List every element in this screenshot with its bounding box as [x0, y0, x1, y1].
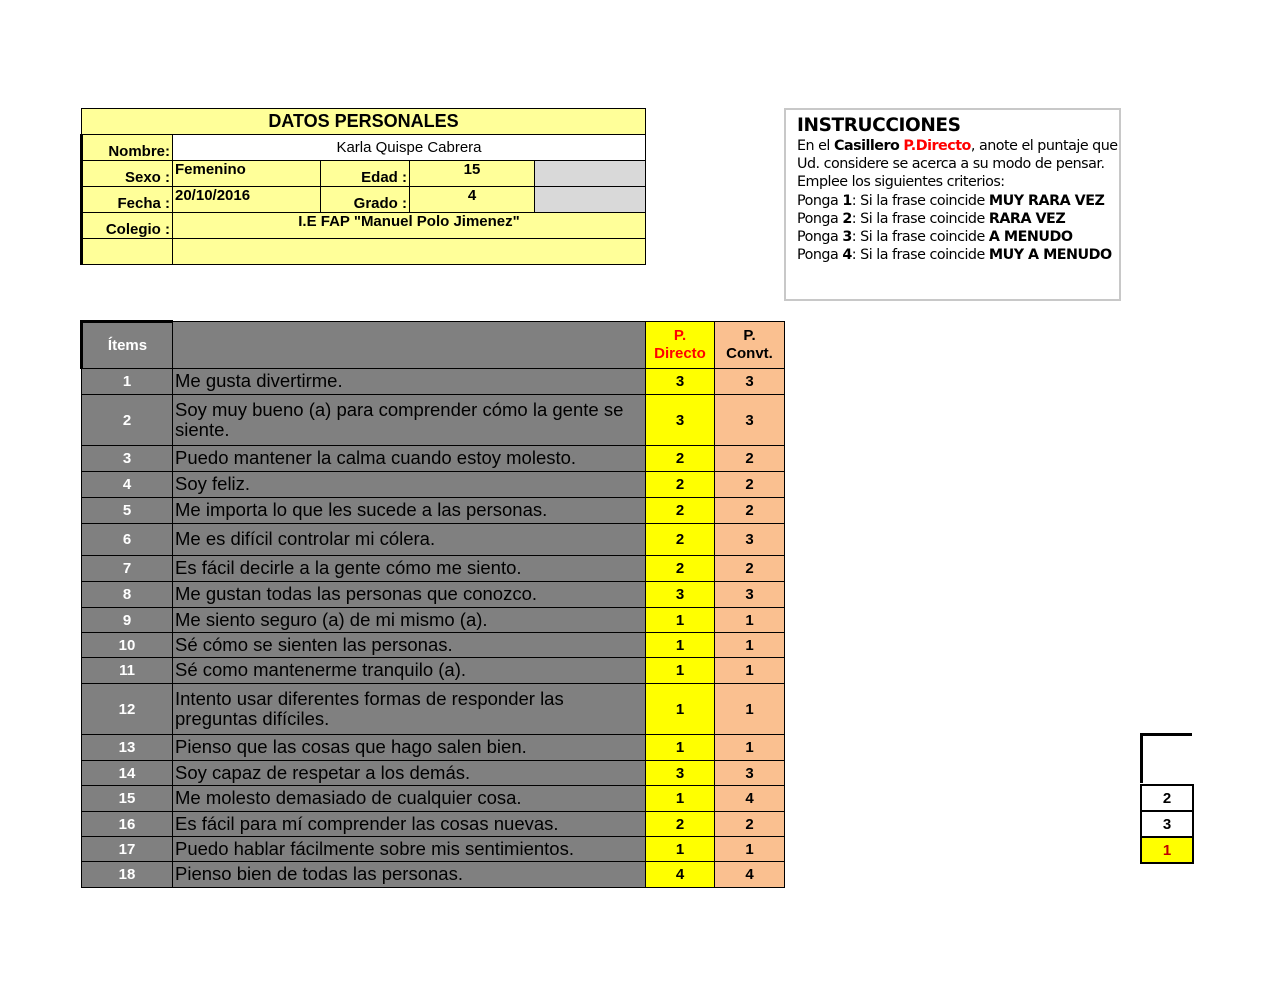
item-number: 10	[82, 633, 173, 658]
item-number: 11	[82, 658, 173, 684]
name-field[interactable]: Karla Quispe Cabrera	[173, 135, 646, 161]
table-row	[82, 786, 785, 812]
personal-data-title: DATOS PERSONALES	[82, 109, 646, 135]
instructions-intro: En el Casillero P.Directo, anote el puntaje que Ud. considere se acerca a su modo de pensar. Emplee los siguientes criterios:	[797, 138, 1118, 191]
side-values-table	[1140, 784, 1194, 864]
item-number: 3	[82, 446, 173, 472]
p-convt-cell: 2	[715, 556, 785, 582]
item-number: 12	[82, 684, 173, 735]
table-row	[82, 862, 785, 888]
p-directo-cell[interactable]: 3	[646, 395, 715, 446]
table-row	[82, 812, 785, 837]
empty-cell[interactable]	[173, 239, 646, 265]
p-directo-cell[interactable]: 2	[646, 812, 715, 837]
p-convt-cell: 1	[715, 633, 785, 658]
table-row	[82, 556, 785, 582]
col-header-p-convt: P. Convt.	[715, 322, 785, 369]
age-field[interactable]: 15	[410, 161, 535, 187]
instructions-title: INSTRUCCIONES	[797, 115, 961, 136]
side-empty-box	[1140, 733, 1192, 783]
item-text: Sé como mantenerme tranquilo (a).	[173, 658, 646, 684]
p-directo-cell[interactable]: 1	[646, 658, 715, 684]
item-text: Me gusta divertirme.	[173, 369, 646, 395]
age-label: Edad :	[321, 161, 410, 187]
item-text: Es fácil decirle a la gente cómo me siento.	[173, 556, 646, 582]
school-field[interactable]: I.E FAP "Manuel Polo Jimenez"	[173, 213, 646, 239]
table-row	[82, 633, 785, 658]
table-row	[82, 582, 785, 608]
p-directo-cell[interactable]: 1	[646, 837, 715, 862]
item-text: Soy capaz de respetar a los demás.	[173, 761, 646, 786]
item-text: Intento usar diferentes formas de responder las preguntas difíciles.	[173, 684, 646, 735]
table-row	[82, 446, 785, 472]
sex-field[interactable]: Femenino	[173, 161, 321, 187]
p-directo-cell[interactable]: 1	[646, 684, 715, 735]
side-value-cell[interactable]: 3	[1141, 811, 1193, 837]
date-label: Fecha :	[82, 187, 173, 213]
p-directo-cell[interactable]: 2	[646, 472, 715, 498]
item-text: Me siento seguro (a) de mi mismo (a).	[173, 608, 646, 633]
item-number: 2	[82, 395, 173, 446]
p-directo-cell[interactable]: 1	[646, 786, 715, 812]
item-number: 14	[82, 761, 173, 786]
item-number: 8	[82, 582, 173, 608]
item-number: 18	[82, 862, 173, 888]
p-directo-cell[interactable]: 2	[646, 446, 715, 472]
item-text: Soy feliz.	[173, 472, 646, 498]
table-row	[82, 658, 785, 684]
item-number: 1	[82, 369, 173, 395]
p-convt-cell: 1	[715, 608, 785, 633]
school-label: Colegio :	[82, 213, 173, 239]
table-row	[82, 369, 785, 395]
name-label: Nombre:	[82, 135, 173, 161]
col-header-p-directo: P. Directo	[646, 322, 715, 369]
p-directo-cell[interactable]: 4	[646, 862, 715, 888]
table-row	[82, 498, 785, 524]
table-row	[82, 684, 785, 735]
p-directo-cell[interactable]: 1	[646, 608, 715, 633]
item-text: Soy muy bueno (a) para comprender cómo la gente se siente.	[173, 395, 646, 446]
item-text: Puedo hablar fácilmente sobre mis sentimientos.	[173, 837, 646, 862]
p-directo-cell[interactable]: 2	[646, 556, 715, 582]
item-text: Pienso que las cosas que hago salen bien.	[173, 735, 646, 761]
col-header-items: Ítems	[82, 322, 173, 369]
p-convt-cell: 3	[715, 761, 785, 786]
item-number: 4	[82, 472, 173, 498]
p-convt-cell: 3	[715, 582, 785, 608]
table-row	[82, 395, 785, 446]
p-directo-cell[interactable]: 1	[646, 735, 715, 761]
instructions-rule: Ponga 4: Si la frase coincide MUY A MENUDO	[797, 247, 1112, 264]
item-text: Es fácil para mí comprender las cosas nuevas.	[173, 812, 646, 837]
p-convt-cell: 2	[715, 446, 785, 472]
item-number: 13	[82, 735, 173, 761]
instructions-rule: Ponga 3: Si la frase coincide A MENUDO	[797, 229, 1073, 246]
instructions-rule: Ponga 2: Si la frase coincide RARA VEZ	[797, 210, 1066, 227]
item-number: 7	[82, 556, 173, 582]
p-convt-cell: 2	[715, 498, 785, 524]
table-row	[82, 524, 785, 556]
item-text: Me molesto demasiado de cualquier cosa.	[173, 786, 646, 812]
item-text: Me importa lo que les sucede a las personas.	[173, 498, 646, 524]
item-text: Sé cómo se sienten las personas.	[173, 633, 646, 658]
p-convt-cell: 2	[715, 472, 785, 498]
p-directo-cell[interactable]: 3	[646, 761, 715, 786]
p-directo-cell[interactable]: 2	[646, 524, 715, 556]
p-directo-cell[interactable]: 2	[646, 498, 715, 524]
item-text: Pienso bien de todas las personas.	[173, 862, 646, 888]
side-value-cell[interactable]: 1	[1141, 837, 1193, 863]
table-row	[82, 472, 785, 498]
p-directo-cell[interactable]: 3	[646, 369, 715, 395]
item-text: Me gustan todas las personas que conozco.	[173, 582, 646, 608]
item-number: 15	[82, 786, 173, 812]
p-convt-cell: 3	[715, 524, 785, 556]
p-convt-cell: 4	[715, 786, 785, 812]
item-number: 5	[82, 498, 173, 524]
table-row	[82, 761, 785, 786]
p-convt-cell: 1	[715, 837, 785, 862]
instructions-rule: Ponga 1: Si la frase coincide MUY RARA VEZ	[797, 192, 1105, 209]
item-number: 9	[82, 608, 173, 633]
item-text: Me es difícil controlar mi cólera.	[173, 524, 646, 556]
item-number: 16	[82, 812, 173, 837]
empty-gray-cell	[535, 187, 646, 213]
instructions-box	[784, 108, 1121, 301]
sex-label: Sexo :	[82, 161, 173, 187]
date-field[interactable]: 20/10/2016	[173, 187, 321, 213]
item-number: 6	[82, 524, 173, 556]
table-row	[82, 837, 785, 862]
item-number: 17	[82, 837, 173, 862]
empty-cell	[82, 239, 173, 265]
p-convt-cell: 2	[715, 812, 785, 837]
p-convt-cell: 3	[715, 395, 785, 446]
side-value-cell[interactable]: 2	[1141, 785, 1193, 811]
p-convt-cell: 1	[715, 658, 785, 684]
grade-label: Grado :	[321, 187, 410, 213]
col-header-text	[173, 322, 646, 369]
table-row	[82, 608, 785, 633]
p-convt-cell: 3	[715, 369, 785, 395]
p-convt-cell: 4	[715, 862, 785, 888]
p-convt-cell: 1	[715, 735, 785, 761]
empty-gray-cell	[535, 161, 646, 187]
p-convt-cell: 1	[715, 684, 785, 735]
p-directo-cell[interactable]: 1	[646, 633, 715, 658]
table-row	[82, 735, 785, 761]
p-directo-cell[interactable]: 3	[646, 582, 715, 608]
grade-field[interactable]: 4	[410, 187, 535, 213]
items-table	[80, 320, 785, 888]
item-text: Puedo mantener la calma cuando estoy molesto.	[173, 446, 646, 472]
personal-data-table	[80, 108, 646, 265]
